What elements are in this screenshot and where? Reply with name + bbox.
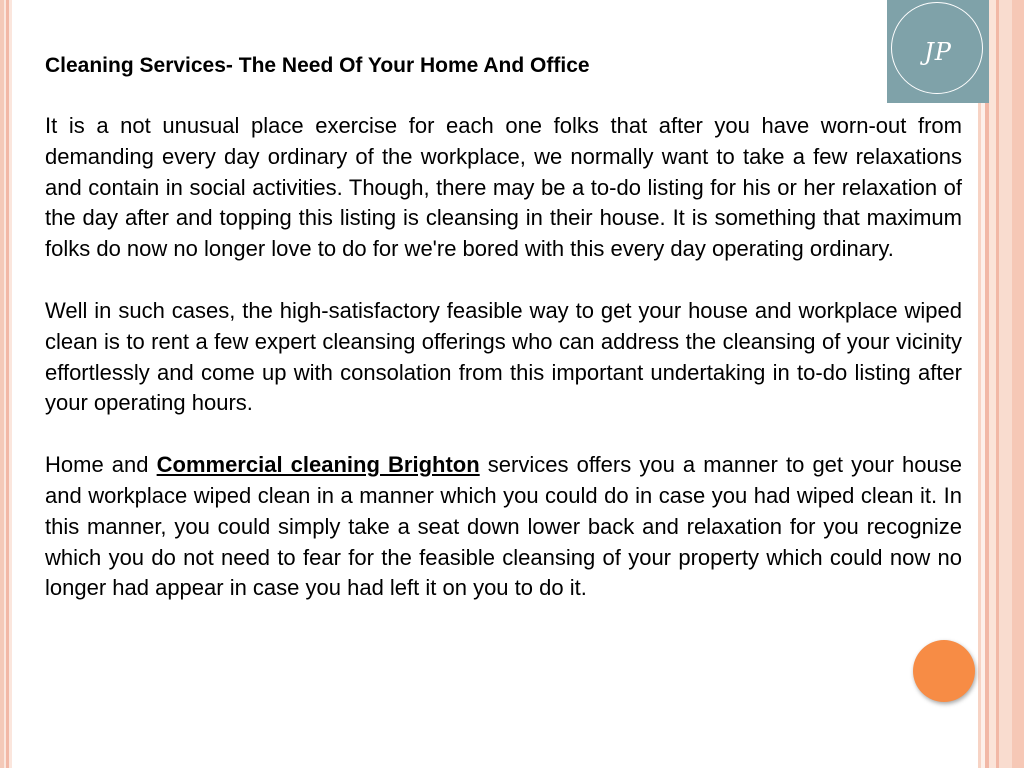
page-title: Cleaning Services- The Need Of Your Home And Office (45, 54, 590, 77)
orange-circle-decoration (913, 640, 975, 702)
paragraph-1: It is a not unusual place exercise for each one folks that after you have worn-out from demanding every day ordinary of the workplace, we normally want to take a few relaxations and contain in social activities. Though, there may be a to-do listing for his or her relaxation of the day after and topping this listing is cleansing in their house. It is something that maximum folks do now no longer love to do for we're bored with this every day operating ordinary. (45, 113, 962, 262)
paragraph-2: Well in such cases, the high-satisfactory feasible way to get your house and workplace wiped clean is to rent a few expert cleansing offerings who can address the cleansing of your vicinity effortlessly and come up with consolation from this important undertaking in to-do listing after your operating hours. (45, 297, 962, 416)
paragraph-3-body: services offers you a manner to get your house and workplace wiped clean in a manner which you could do in case you had wiped clean it. In this manner, you could simply take a seat down lower back and relaxation for you recognize which you do not need to fear for the feasible cleansing of your property which could now no longer had appear in case you had left it on you to do it. (45, 452, 962, 601)
commercial-cleaning-link[interactable]: Commercial cleaning Brighton (156, 452, 480, 478)
logo-text: JP (924, 38, 952, 66)
right-decorative-border (978, 0, 1024, 768)
left-decorative-border (0, 0, 14, 768)
slide-content (45, 52, 962, 635)
paragraph-3 (45, 450, 962, 604)
paragraph-3-intro: Home and (45, 452, 157, 478)
